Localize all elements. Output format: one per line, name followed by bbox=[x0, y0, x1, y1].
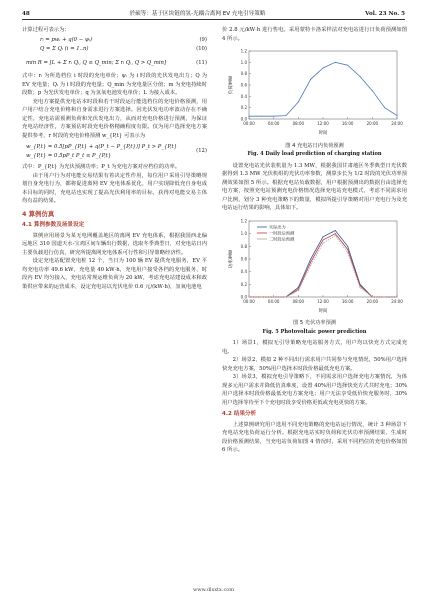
equation-12 bbox=[22, 143, 207, 160]
x-tick-label: 00:00 bbox=[242, 121, 255, 126]
equation-12-body bbox=[22, 143, 177, 160]
paragraph: 1）场景1，模拟无引导策略充电站服务方式，用户均以快充方式完成充电。 bbox=[222, 340, 407, 355]
legend-label: 实际出力 bbox=[268, 223, 286, 229]
paragraph: 3）场景3，模拟充电引导策略下，不同需求用户选择充电方案情况，为体现多元用户需求并降低仿真难度，设置 40%用户选择快充方式共时充电；30%用户选择本时段价格最低充电方案充电；用户无法享受低价快充服务时，30%用户选择等待至下个充电时段享受价格更低或充电更快的方案。 bbox=[222, 374, 407, 406]
x-tick-label: 00:00 bbox=[242, 298, 255, 304]
paragraph: 式中：P_{P,t} 为光伏预测功率；P_t 为充电方案对应档位的功率。 bbox=[22, 164, 181, 170]
data-point bbox=[273, 296, 274, 297]
running-title: 於硕等：基于区块链的氢-光耦合离网 EV 充电引导策略 bbox=[129, 11, 266, 17]
equation-11 bbox=[22, 59, 207, 68]
x-tick-label: 04:00 bbox=[267, 298, 279, 304]
figure-4-caption-en: Fig. 4 Daily load prediction of charging station bbox=[247, 151, 382, 157]
data-point bbox=[371, 296, 372, 297]
figure-4 bbox=[227, 45, 403, 141]
data-point bbox=[297, 288, 298, 289]
data-point bbox=[260, 296, 261, 297]
data-point bbox=[322, 242, 323, 243]
footer-url: www.dlsxtx.com bbox=[193, 587, 234, 593]
plot-frame bbox=[249, 51, 397, 119]
x-tick-label: 12:00 bbox=[316, 121, 329, 126]
figure-5 bbox=[227, 215, 403, 319]
data-point bbox=[334, 235, 335, 236]
paragraph: 上述算例研究用户选用不同充电策略的充电站运行情况，统计 3 种场景下充电站充电负荷运行分析。根据充电站实时负荷和光伏功率预测结果，生成时段价格预测结果，当充电站负荷如图 4 情况时，采用不同档位的充电价格如图 6 所示。 bbox=[222, 421, 407, 453]
right-column bbox=[222, 26, 407, 455]
data-point bbox=[396, 296, 397, 297]
equation-10-expr: Q = Σ Qᵢ (i = 1..n) bbox=[40, 46, 89, 52]
y-tick-label: 0.0 bbox=[240, 116, 247, 122]
y-tick-label: 0.8 bbox=[240, 71, 247, 77]
figure-5-caption: 图 5 光伏功率预测 bbox=[293, 320, 336, 326]
equation-12-line2: w_{P,t} = 0.5pP_t P_t ≤ P_{P,t} bbox=[26, 152, 112, 159]
data-point bbox=[322, 239, 323, 240]
equation-12-line1: w_{P,t} = 0.5[pP_{P,t} + q(P_t − P_{P,t})] P_t > P_{P,t} bbox=[26, 144, 178, 150]
data-point bbox=[310, 264, 311, 265]
data-point bbox=[359, 287, 360, 288]
subsection-heading: 4.2 结果分析 bbox=[222, 411, 257, 417]
y-tick-label: 1.0 bbox=[240, 59, 247, 65]
x-tick-label: 20:00 bbox=[366, 298, 378, 304]
data-point bbox=[285, 296, 286, 297]
y-tick-label: 0.4 bbox=[240, 93, 247, 99]
data-point bbox=[285, 115, 286, 116]
paragraph: 设定充电站配置充电桩 12 个，当日为 100 辆 EV 提供充电服务，EV 平均充电功率 49.6 kW，充电量 40 kW·h，充电用户接受各档的充电服务，时段内 EV 均匀接入，充电站常规运维负荷为 20 kW，考虑充电站建设成本和政策供应带来的运营成本，设定充电站以光伏电价 0.6 元/(kW·h)，氢氧电池电 bbox=[22, 258, 207, 290]
data-point bbox=[310, 261, 311, 262]
x-tick-label: 16:00 bbox=[341, 121, 353, 126]
equation-10 bbox=[22, 45, 207, 54]
x-tick-label: 08:00 bbox=[292, 298, 304, 304]
data-point bbox=[334, 233, 335, 234]
y-tick-label: 0.8 bbox=[240, 243, 247, 249]
page-number: 48 bbox=[22, 11, 30, 17]
data-point bbox=[322, 236, 323, 237]
y-tick-label: 1.0 bbox=[240, 230, 247, 236]
equation-12-number: (12) bbox=[196, 148, 207, 155]
intro-text: 计算过程可表示为： bbox=[22, 27, 70, 33]
equation-10-number: (10) bbox=[196, 46, 207, 52]
data-point bbox=[322, 68, 323, 69]
figure-5-caption-en: Fig. 5 Photovoltaic power prediction bbox=[262, 328, 367, 335]
x-tick-label: 20:00 bbox=[366, 121, 378, 126]
y-tick-label: 1.2 bbox=[240, 48, 247, 54]
paragraph: 价 2.8 元/kW·h 进行售电。采用蒙特卡洛采样法对充电站进行日负荷预测如图 4 所示。 bbox=[222, 27, 407, 42]
data-point bbox=[334, 230, 335, 231]
legend-label: 一时段后预测 bbox=[268, 229, 294, 235]
paragraph: 2）场景2，模拟 2 种不同出行需求用户共同参与充电情况，50%用户选择快充充电方案，50%用户选择本时段价格最低充电方案。 bbox=[222, 357, 407, 372]
x-tick-label: 12:00 bbox=[316, 298, 329, 304]
data-point bbox=[248, 116, 249, 117]
x-axis-label: 时间 bbox=[318, 131, 327, 136]
y-axis-label: 功率/MW bbox=[228, 249, 234, 268]
figure-4-caption: 图 4 充电站日内负荷预测 bbox=[285, 142, 344, 149]
y-tick-label: 0.2 bbox=[240, 105, 247, 111]
equation-11-number: (11) bbox=[196, 59, 207, 66]
equation-9-expr: rᵢ = pwᵢ + q(0 − ψᵢ) bbox=[40, 36, 93, 43]
data-point bbox=[371, 90, 372, 91]
series-line bbox=[249, 62, 397, 116]
volume-label: Vol. 23 No. 5 bbox=[365, 11, 405, 17]
y-tick-label: 0.4 bbox=[240, 268, 247, 274]
data-point bbox=[248, 296, 249, 297]
data-point bbox=[310, 79, 311, 80]
data-point bbox=[347, 249, 348, 250]
legend-label: 二时段后预测 bbox=[268, 235, 294, 241]
paragraph: 由于用户行为对电能交易结果有着决定性作用，每位用户采用引导策略规划自身充电行为，都将促进离网 EV 充电体系优化，用户实现降低充自身电成本目标的同时，充电站也实现了提高光伏利用率的目标，获得对电能交易主体均有益的结果。 bbox=[22, 172, 207, 204]
x-tick-label: 08:00 bbox=[292, 121, 304, 126]
load-chart bbox=[227, 45, 403, 137]
paragraph: 充电方案提供充电站本时段和若干时段运行能选档位的充电价格预测，用户用户结合充电价格和自身需求进行方案选择。因光伏发电功率波动存在不确定性，充电站需预测负荷和光伏发电出力，从而对充电价格进行预测，为保证充电站经济性，方案预估时段充电价格精确程度有限。仅为用户选择充电方案提供参考，r 时段的充电价格预测 w_{P,t} 可表示为 bbox=[22, 98, 207, 139]
left-column bbox=[22, 26, 207, 291]
data-point bbox=[347, 65, 348, 66]
paragraph: 设置充电站光伏装机量为 1.3 MW，根据我国甘肃地区冬季典型日光伏数据得到 1.3 MW 光伏机组的光伏功率参数，测算步长为 1/2 时段的光伏功率预测效果如图 5 所示。根据充电站负载数据，用户根据预测出的数据自由选择充电方案，按照充电站预测充电价格情况选择充电站充电模式，考虑不同需求用户比例，划分 3 种充电策略下的数量，模拟所提引导策略对用户充电行为及充电站运行结果的影响，具体如下。 bbox=[222, 162, 407, 211]
x-tick-label: 24:00 bbox=[390, 298, 403, 304]
y-tick-label: 0.6 bbox=[240, 82, 247, 88]
data-point bbox=[273, 116, 274, 117]
running-header bbox=[22, 9, 405, 20]
x-tick-label: 04:00 bbox=[267, 121, 279, 126]
data-point bbox=[396, 115, 397, 116]
data-point bbox=[297, 290, 298, 291]
y-axis-label: 负荷/MW bbox=[228, 75, 234, 95]
y-tick-label: 0.6 bbox=[240, 256, 247, 261]
y-tick-label: 1.2 bbox=[240, 218, 247, 223]
data-point bbox=[334, 62, 335, 63]
y-tick-label: 0.2 bbox=[240, 281, 247, 287]
equation-9 bbox=[22, 36, 207, 45]
y-tick-label: 0.0 bbox=[240, 294, 247, 299]
paragraph: 算例应用场景为某无电网覆盖地区的离网 EV 充电体系，根据我国西北偏远地区 310 国道天水-宝鸡区间车辆出行数据，选取冬季典型日，对充电站日内主要负载进行仿真，研究所提离网充电体系可行性和引导策略经济性。 bbox=[22, 232, 207, 256]
data-point bbox=[384, 107, 385, 108]
x-tick-label: 16:00 bbox=[341, 298, 353, 304]
data-point bbox=[310, 258, 311, 259]
x-axis-label: 时间 bbox=[318, 308, 327, 314]
paragraph: 式中：rᵢ 为所选档位 i 时段的充电单价；ψᵢ 为 i 时段的光伏发电出力；Q 为 EV 充电量；Qᵢ 为 i 时段的充电量；Q_min 为充电量区分值；m 为充电持续时段数；p 为光伏发电单价；q 为氢氧电池发电单价；L 为接入成本。 bbox=[22, 73, 207, 96]
data-point bbox=[347, 245, 348, 246]
equation-9-number: (9) bbox=[199, 36, 207, 43]
data-point bbox=[297, 102, 298, 103]
equation-11-expr: min R = [L + Σ rᵢ Qᵢ, Q ≤ Q_min; Σ rᵢ Qᵢ, Q > Q_min] bbox=[26, 59, 167, 66]
section-heading: 4 算例仿真 bbox=[22, 209, 55, 218]
data-point bbox=[359, 76, 360, 77]
x-tick-label: 24:00 bbox=[390, 121, 403, 126]
data-point bbox=[347, 252, 348, 253]
subsection-heading: 4.1 算例参数及场景设定 bbox=[22, 222, 85, 228]
pv-power-chart bbox=[227, 215, 403, 315]
series-line bbox=[249, 235, 397, 296]
data-point bbox=[384, 296, 385, 297]
data-point bbox=[260, 116, 261, 117]
